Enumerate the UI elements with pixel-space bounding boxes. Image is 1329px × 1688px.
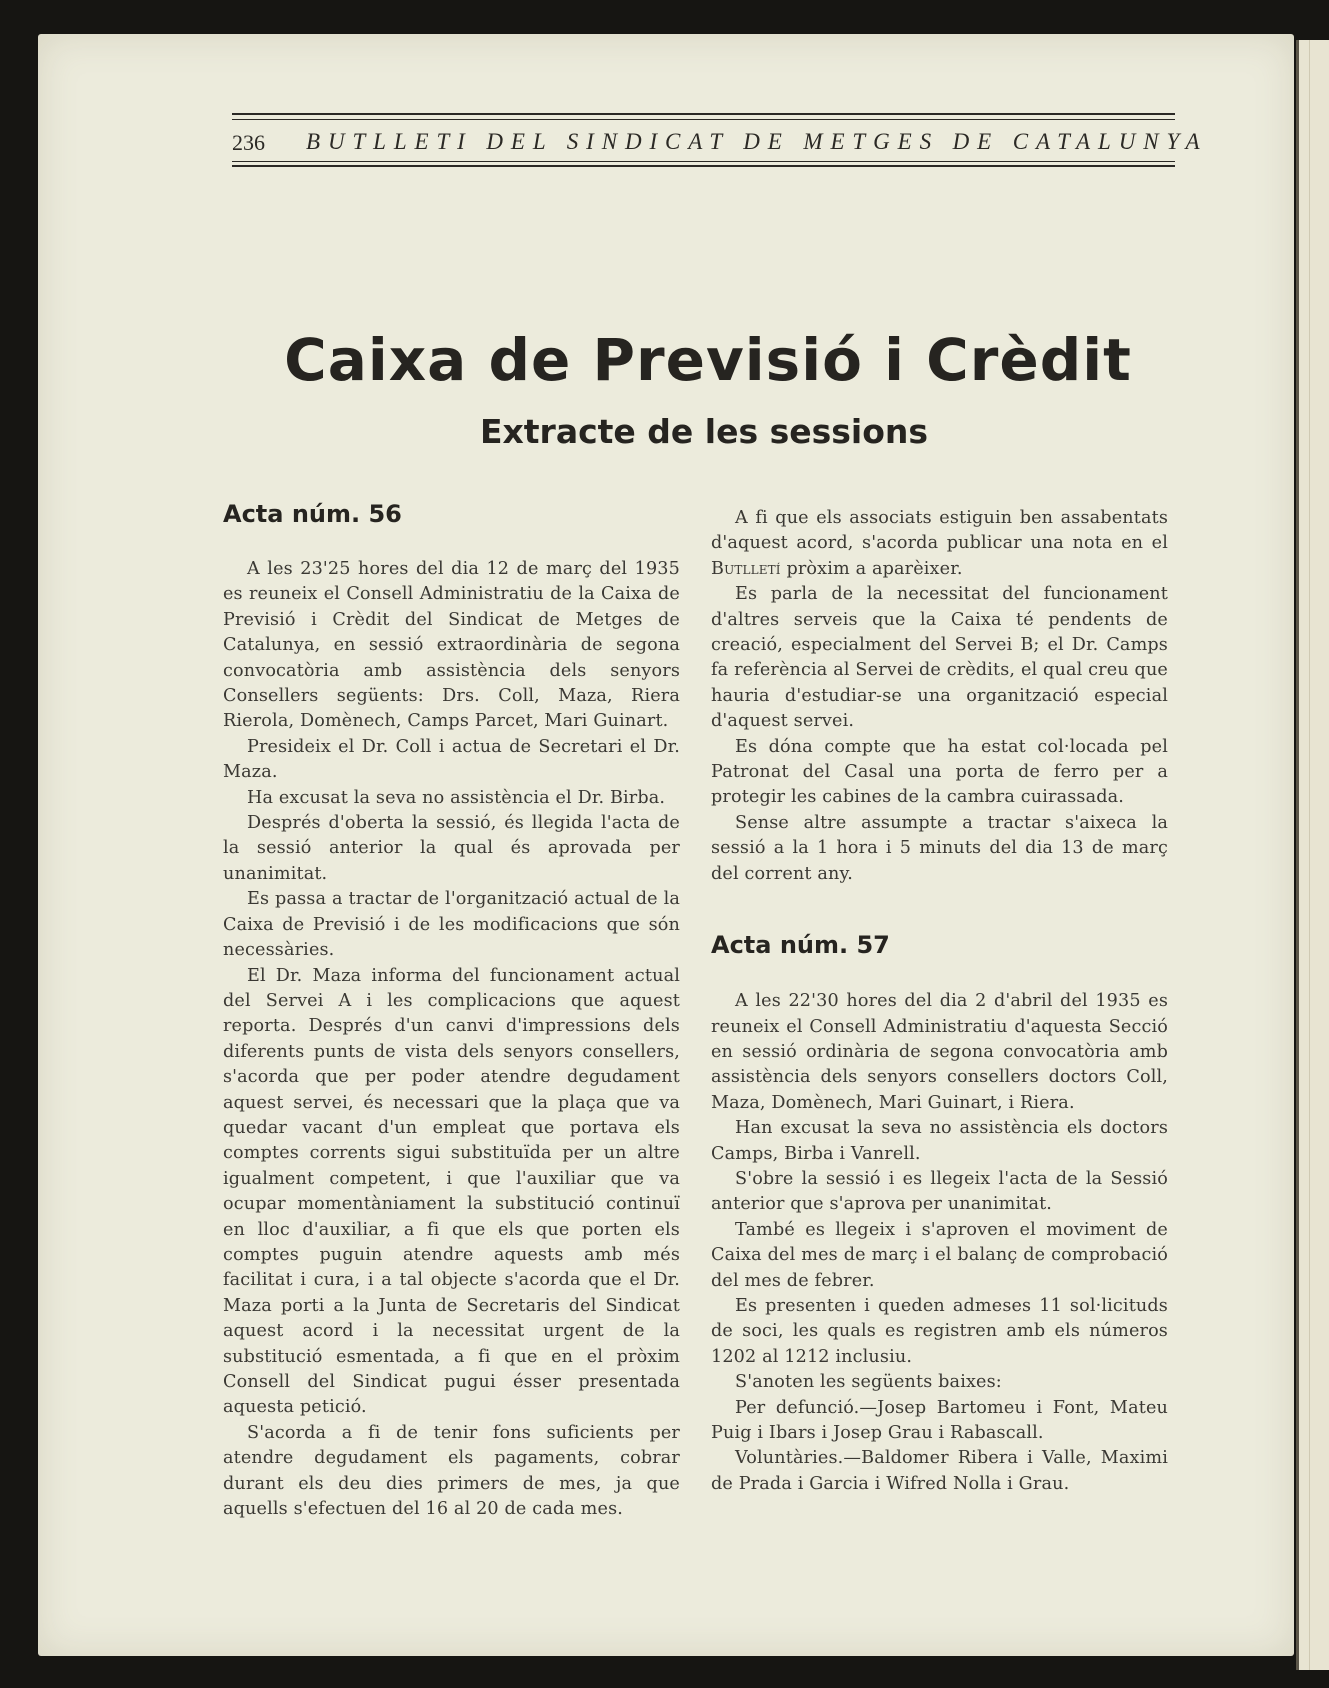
running-header [232,113,1208,167]
article-title: Caixa de Previsió i Crèdit [284,326,1132,394]
header-rule [232,161,1175,162]
acta-56-heading: Acta núm. 56 [223,500,402,528]
paragraph: Sense altre assumpte a tractar s'aixeca la sessió a la 1 hora i 5 minuts del dia 13 de març del corrent any. [711,812,1168,884]
paragraph: Es parla de la necessitat del funcionament d'altres serveis que la Caixa té pendents de creació, especialment del Servei B; el Dr. Camps fa referència al Servei de crèdits, el qual creu que hauria d'estudiar-se una organització especial d'aquest servei. [711,584,1168,732]
paragraph: Per defunció.—Josep Bartomeu i Font, Mateu Puig i Ibars i Josep Grau i Rabascall. [711,1397,1168,1443]
header-rule [232,165,1175,167]
right-column [711,506,1168,1497]
acta-57-heading: Acta núm. 57 [711,931,890,960]
paragraph: Es passa a tractar de l'organització actual de la Caixa de Previsió i de les modificacions que són necessàries. [223,889,680,961]
paragraph: Es dóna compte que ha estat col·locada pel Patronat del Casal una porta de ferro per a protegir les cabines de la cambra cuirassada. [711,736,1168,808]
text-run: A fi que els associats estiguin ben assabentats d'aquest acord, s'acorda publicar una nota en el [711,508,1168,554]
page-number: 236 [232,130,265,155]
paragraph: També es llegeix i s'aproven el moviment de Caixa del mes de març i el balanç de comprobació del mes de febrer. [711,1219,1168,1291]
header-rule [232,119,1175,120]
paragraph: A les 23'25 hores del dia 12 de març del 1935 es reuneix el Consell Administratiu de la Caixa de Previsió i Crèdit del Sindicat de Metges de Catalunya, en sessió extraordinària de segona convocatòria amb assistència dels senyors Consellers següents: Drs. Coll, Maza, Riera Rierola, Domènech, Camps Parcet, Mari Guinart. [223,559,680,732]
paragraph: S'acorda a fi de tenir fons suficients per atendre degudament els pagaments, cobrar durant els deu dies primers de mes, ja que aquells s'efectuen del 16 al 20 de cada mes. [223,1422,680,1520]
paragraph: Han excusat la seva no assistència els doctors Camps, Birba i Vanrell. [711,1118,1168,1164]
paragraph: A les 22'30 hores del dia 2 d'abril del 1935 es reuneix el Consell Administratiu d'aquesta Secció en sessió ordinària de segona convocatòria amb assistència dels senyors consellers doctors Coll, Maza, Domènech, Mari Guinart, i Riera. [711,991,1168,1113]
paragraph: Després d'oberta la sessió, és llegida l'acta de la sessió anterior la qual és aprovada per unanimitat. [223,813,680,884]
paragraph: Es presenten i queden admeses 11 sol·licituds de soci, les quals es registren amb els números 1202 al 1212 inclusiu. [711,1295,1168,1367]
article-subtitle: Extracte de les sessions [479,412,929,451]
paragraph: El Dr. Maza informa del funcionament actual del Servei A i les complicacions que aquest reporta. Després d'un canvi d'impressions dels diferents punts de vista dels senyors consellers, s'acorda que per poder atendre degudament aquest servei, és necessari que la plaça que va quedar vacant d'un empleat que portava els comptes corrents sigui substituïda per un altre igualment competent, i que l'auxiliar que va ocupar momentàniament la substitució continuï en lloc d'auxiliar, a fi que els que porten els comptes puguin atendre aquests amb més facilitat i cura, i a tal objecte s'acorda que el Dr. Maza porti a la Junta de Secretaris del Sindicat aquest acord i la necessitat urgent de la substitució esmentada, a fi que en el pròxim Consell del Sindicat pugui ésser presentada aquesta petició. [223,965,680,1418]
paragraph [711,506,1168,582]
next-page-edge [1296,40,1329,1670]
paragraph: S'obre la sessió i es llegeix l'acta de la Sessió anterior que s'aprova per unanimitat. [711,1168,1168,1215]
left-column [223,500,680,1522]
paragraph: S'anoten les següents baixes: [735,1372,1002,1393]
journal-title: BUTLLETI DEL SINDICAT DE METGES DE CATALUNYA [306,129,1208,154]
paragraph: Presideix el Dr. Coll i actua de Secretari el Dr. Maza. [223,736,680,783]
paragraph: Ha excusat la seva no assistència el Dr. Birba. [247,787,666,808]
journal-reference: Butlletí [711,558,781,579]
header-rule [232,113,1175,115]
paragraph: Voluntàries.—Baldomer Ribera i Valle, Maximi de Prada i Garcia i Wifred Nolla i Grau. [711,1448,1168,1494]
text-run: pròxim a aparèixer. [780,558,963,579]
